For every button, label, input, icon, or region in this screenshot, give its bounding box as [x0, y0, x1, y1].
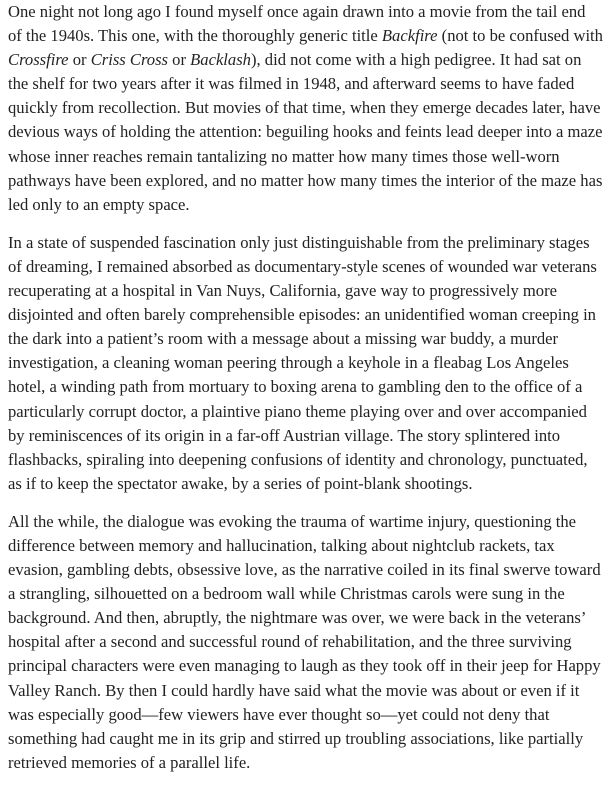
paragraph-1: [8, 0, 603, 217]
paragraph-text: In a state of suspended fascination only just distinguishable from the preliminary stages of dreaming, I remained absorbed as documentary-style scenes of wounded war veterans recuperating at a hospital in Van Nuys, California, gave way to progressively more disjointed and often barely comprehensible episodes: an unidentified woman creeping in the dark into a patient’s room with a message about a missing war buddy, a murder investigation, a cleaning woman peering through a keyhole in a fleabag Los Angeles hotel, a winding path from mortuary to boxing arena to gambling den to the office of a particularly corrupt doctor, a plaintive piano theme playing over and over accompanied by reminiscences of its origin in a far-off Austrian village. The story splintered into flashbacks, spiraling into deepening confusions of identity and chronology, punctuated, as if to keep the spectator awake, by a series of point-blank shootings.: [8, 232, 597, 493]
paragraph-text: or: [68, 50, 91, 70]
film-title-criss-cross: Criss Cross: [90, 50, 169, 70]
paragraph-text: All the while, the dialogue was evoking the trauma of wartime injury, questioning the difference between memory and hallucination, talking about nightclub rackets, tax evasion, gambling debts, obsessive love, as the narrative coiled in its final swerve toward a strangling, silhouetted on a bedroom wall while Christmas carols were sung in the background. And then, abruptly, the nightmare was over, we were back in the veterans’ hospital after a second and successful round of rehabilitation, and the three surviving principal characters were even managing to laugh as they took off in their jeep for Happy Valley Ranch. By then I could hardly have said what the movie was about or even if it was especially good—few viewers have ever thought so—yet could not deny that something had caught me in its grip and stirred up troubling associations, like partially retrieved memories of a parallel life.: [8, 511, 601, 772]
paragraph-3: [8, 510, 603, 775]
paragraph-text: (not to be confused with: [437, 26, 603, 46]
paragraph-text: ), did not come with a high pedigree. It had sat on the shelf for two years after it was filmed in 1948, and afterward seems to have faded quickly from recollection. But movies of that time, when they emerge decades later, have devious ways of holding the attention: beguiling hooks and feints lead deeper into a maze whose inner reaches remain tantalizing no matter how many times those well-worn pathways have been explored, and no matter how many times the interior of the maze has led only to an empty space.: [8, 50, 603, 214]
film-title-crossfire: Crossfire: [8, 50, 69, 70]
paragraph-text: or: [168, 50, 191, 70]
film-title-backlash: Backlash: [190, 50, 251, 70]
film-title-backfire: Backfire: [381, 26, 438, 46]
paragraph-text: One night not long ago I found myself once again drawn into a movie from the tail end of the 1940s. This one, with the thoroughly generic title: [8, 2, 586, 46]
paragraph-2: [8, 231, 603, 496]
